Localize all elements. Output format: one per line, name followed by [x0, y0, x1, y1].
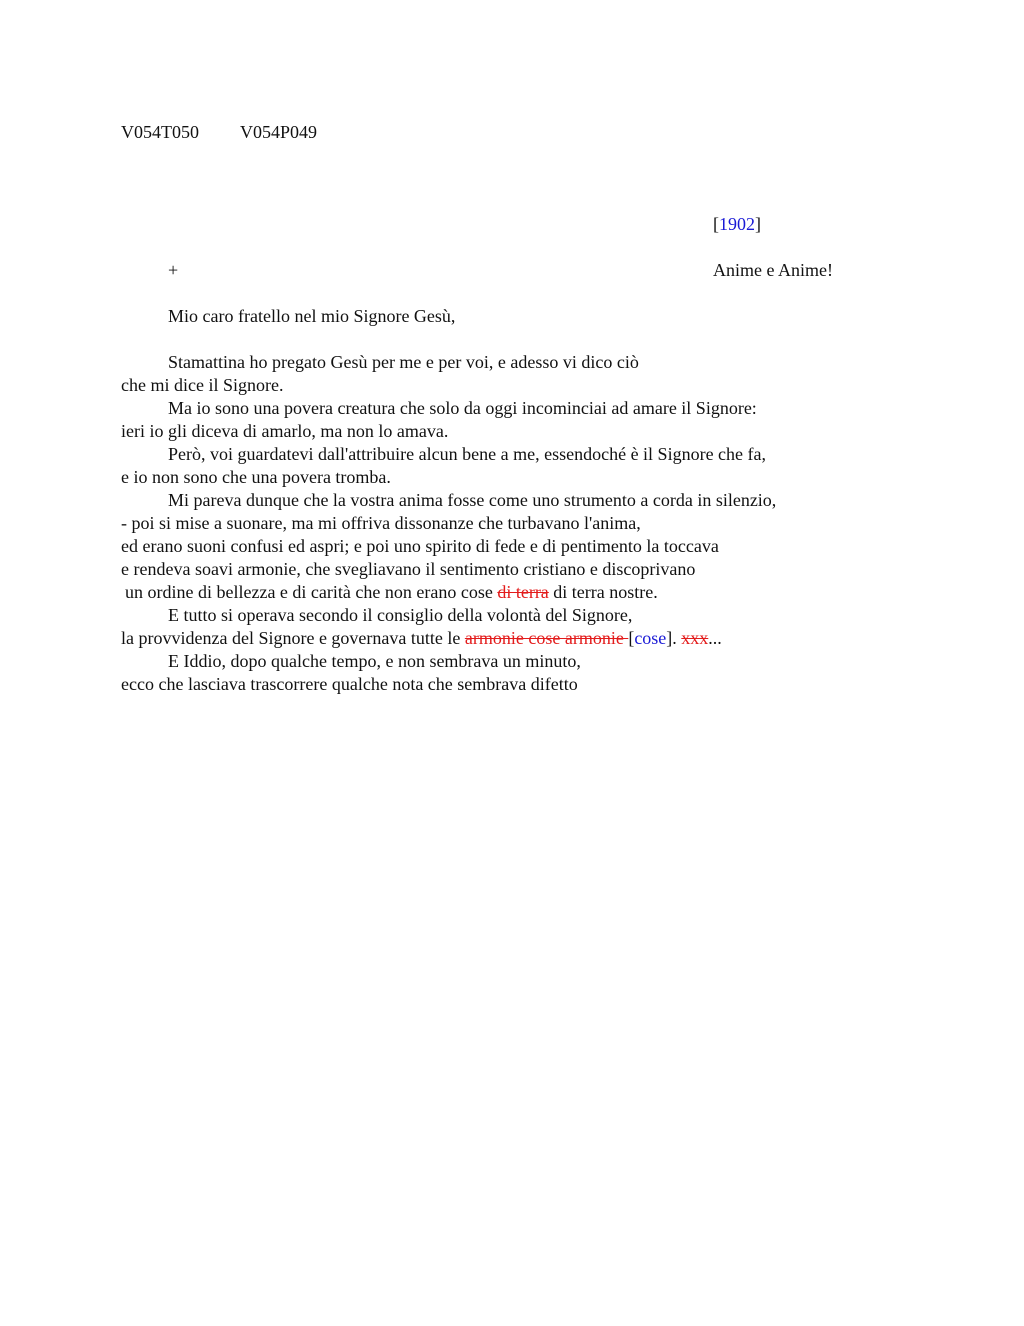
body-line-15: ecco che lasciava trascorrere qualche nota che sembrava difetto: [121, 674, 578, 694]
cross-mark: +: [168, 260, 179, 280]
body-line-8: - poi si mise a suonare, ma mi offriva dissonanze che turbavano l'anima,: [121, 513, 641, 533]
body-line-5: Però, voi guardatevi dall'attribuire alcun bene a me, essendoché è il Signore che fa,: [168, 444, 767, 464]
insertion-bracket-close: ].: [666, 628, 682, 648]
body-line-3: Ma io sono una povera creatura che solo da oggi incominciai ad amare il Signore:: [168, 398, 757, 418]
inserted-text: cose: [634, 628, 667, 648]
body-line-10: e rendeva soavi armonie, che svegliavano il sentimento cristiano e discoprivano: [121, 559, 696, 579]
body-line-4: ieri io gli diceva di amarlo, ma non lo amava.: [121, 421, 449, 441]
body-line-7: Mi pareva dunque che la vostra anima fosse come uno strumento a corda in silenzio,: [168, 490, 777, 510]
document-ref-id: V054T050: [121, 122, 199, 142]
year-bracket-open: [: [713, 214, 719, 234]
letter-body: [121, 351, 881, 696]
body-line-6: e io non sono che una povera tromba.: [121, 467, 391, 487]
body-line-13: [121, 627, 881, 650]
insertion-bracket-open: [: [628, 628, 635, 648]
year-bracket-close: ]: [755, 214, 761, 234]
body-line-12: E tutto si operava secondo il consiglio della volontà del Signore,: [168, 605, 633, 625]
deleted-text: xxx: [681, 628, 709, 648]
body-line-11-start: un ordine di bellezza e di carità che non erano cose: [125, 582, 498, 602]
body-line-2: che mi dice il Signore.: [121, 375, 284, 395]
ellipsis: ...: [708, 628, 722, 648]
body-line-11-end: di terra nostre.: [548, 582, 658, 602]
deleted-text: armonie cose armonie: [464, 628, 629, 648]
body-line-1: Stamattina ho pregato Gesù per me e per voi, e adesso vi dico ciò: [168, 352, 639, 372]
letter-title: Anime e Anime!: [713, 260, 833, 280]
body-line-14: E Iddio, dopo qualche tempo, e non sembrava un minuto,: [168, 651, 581, 671]
year-value: 1902: [719, 214, 755, 234]
deleted-text: di terra: [497, 582, 549, 602]
document-page-id: V054P049: [240, 122, 318, 142]
body-line-13-start: la provvidenza del Signore e governava tutte le: [121, 628, 465, 648]
body-line-11: [121, 581, 881, 604]
body-line-9: ed erano suoni confusi ed aspri; e poi uno spirito di fede e di pentimento la toccava: [121, 536, 719, 556]
document-year: [713, 213, 761, 236]
salutation: Mio caro fratello nel mio Signore Gesù,: [168, 306, 456, 326]
